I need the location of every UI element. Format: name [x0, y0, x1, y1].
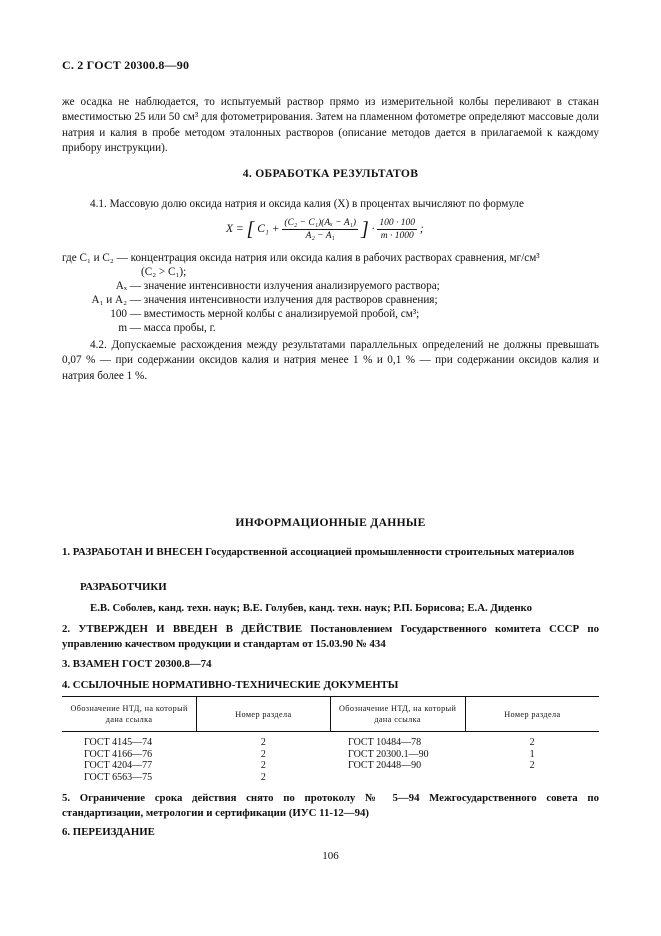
definition-symbol: 100 — — [110, 308, 141, 320]
table-row — [62, 737, 599, 749]
info-item-5: 5. Ограничение срока действия снято по протоколу № 5—94 Межгосударственного совета по стандартизации, метрологии и сертификации (ИУС 11-12—94) — [62, 792, 599, 819]
table-header-cell: Номер раздела — [465, 697, 599, 732]
section-4-title: 4. ОБРАБОТКА РЕЗУЛЬТАТОВ — [242, 167, 419, 180]
table-cell-doc: ГОСТ 4204—77 — [84, 760, 153, 772]
table-cell-section: 1 — [529, 748, 535, 760]
intro-paragraph: же осадка не наблюдается, то испытуемый раствор прямо из измерительной колбы переливают в стакан вместимостью 25 или 50 см³ для фотометрирования. Затем на пламенном фотометре определяют массовые доли натрия и калия в пробе методом эталонных растворов (описание методов дается в прилагаемой к каждому прибору инструкции). — [62, 96, 599, 155]
definition-text: (C₂ > C₁); — [141, 266, 187, 278]
formula-dot: · — [371, 223, 375, 236]
table-cell-doc: ГОСТ 20448—90 — [348, 760, 422, 772]
definition-symbol: Aₓ — — [115, 280, 141, 292]
table-cell-doc: ГОСТ 4166—76 — [84, 748, 153, 760]
table-row — [62, 749, 599, 761]
definition-text: значения интенсивности излучения для растворов сравнения; — [143, 294, 438, 306]
table-header-cell: Обозначение НТД, на который дана ссылка — [62, 697, 197, 732]
table-header-cell: Обозначение НТД, на который дана ссылка — [330, 697, 465, 732]
fraction-2-denominator: m · 1000 — [380, 231, 414, 241]
table-cell-doc: ГОСТ 4145—74 — [84, 737, 153, 748]
definition-symbol: A₁ и A₂ — — [91, 294, 141, 306]
definition-symbol: где C₁ и C₂ — — [62, 252, 128, 264]
formula-c1: C₁ + — [257, 223, 280, 236]
table-cell-section: 2 — [260, 771, 266, 783]
definition-row — [62, 307, 419, 321]
table-cell-doc: ГОСТ 10484—78 — [348, 737, 422, 748]
paragraph-4-2: 4.2. Допускаемые расхождения между результатами параллельных определений не должны превышать 0,07 % — при содержании оксидов калия и натрия менее 1 % и 0,1 % — при содержании оксидов калия и натрия более 1 %. — [62, 339, 599, 382]
definition-row — [62, 321, 216, 335]
info-item-2: 2. УТВЕРЖДЕН И ВВЕДЕН В ДЕЙСТВИЕ Постановлением Государственного комитета СССР по управлению качеством продукции и стандартам от 15.03.90 № 434 — [62, 623, 599, 650]
table-cell-section: 2 — [260, 737, 266, 748]
definition-text: значение интенсивности излучения анализируемого раствора; — [143, 280, 440, 292]
table-header-cell: Номер раздела — [197, 697, 330, 732]
table-cell-doc: ГОСТ 20300.1—90 — [348, 748, 429, 760]
formula-tail: ; — [419, 223, 424, 236]
definition-text: концентрация оксида натрия или оксида калия в рабочих растворах сравнения, мг/см³ — [130, 252, 540, 264]
info-item-6: 6. ПЕРЕИЗДАНИЕ — [62, 826, 155, 838]
fraction-1-denominator: A₂ − A₁ — [305, 231, 335, 241]
definition-row — [62, 279, 440, 293]
table-cell-doc: ГОСТ 6563—75 — [84, 771, 153, 783]
paragraph-4-1: 4.1. Массовую долю оксида натрия и оксида калия (X) в процентах вычисляют по формуле — [90, 198, 524, 210]
references-table — [62, 696, 599, 783]
developers-list: Е.В. Соболев, канд. техн. наук; В.Е. Голубев, канд. техн. наук; Р.П. Борисова; Е.А. Диденко — [90, 602, 533, 614]
definition-row — [62, 293, 438, 307]
table-cell-section: 2 — [529, 760, 535, 772]
definition-symbol: m — — [118, 322, 141, 334]
info-item-4: 4. ССЫЛОЧНЫЕ НОРМАТИВНО-ТЕХНИЧЕСКИЕ ДОКУМЕНТЫ — [62, 679, 399, 691]
fraction-2-numerator: 100 · 100 — [379, 218, 416, 228]
definition-text: вместимость мерной колбы с анализируемой пробой, см³; — [143, 308, 420, 320]
definition-row — [62, 251, 540, 265]
fraction-2 — [377, 217, 417, 242]
left-bracket: [ — [246, 218, 255, 241]
developers-label: РАЗРАБОТЧИКИ — [80, 581, 167, 593]
definition-row — [141, 265, 186, 279]
right-bracket: ] — [360, 218, 369, 241]
info-title: ИНФОРМАЦИОННЫЕ ДАННЫЕ — [235, 516, 426, 529]
table-row — [62, 772, 599, 784]
table-cell-section: 2 — [260, 748, 266, 760]
table-cell-section: 2 — [529, 737, 535, 748]
page-number: 106 — [322, 850, 339, 862]
fraction-1 — [282, 217, 358, 242]
formula-lhs: X = — [226, 223, 244, 236]
info-item-3: 3. ВЗАМЕН ГОСТ 20300.8—74 — [62, 658, 212, 670]
running-header: С. 2 ГОСТ 20300.8—90 — [62, 58, 190, 72]
definition-text: масса пробы, г. — [143, 322, 216, 334]
info-item-1: 1. РАЗРАБОТАН И ВНЕСЕН Государственной ассоциацией промышленности строительных материалов — [62, 546, 575, 558]
table-cell-section: 2 — [260, 760, 266, 772]
formula — [226, 217, 424, 242]
fraction-1-numerator: (C₂ − C₁)(Aₓ − A₁) — [284, 218, 357, 228]
table-row — [62, 760, 599, 772]
